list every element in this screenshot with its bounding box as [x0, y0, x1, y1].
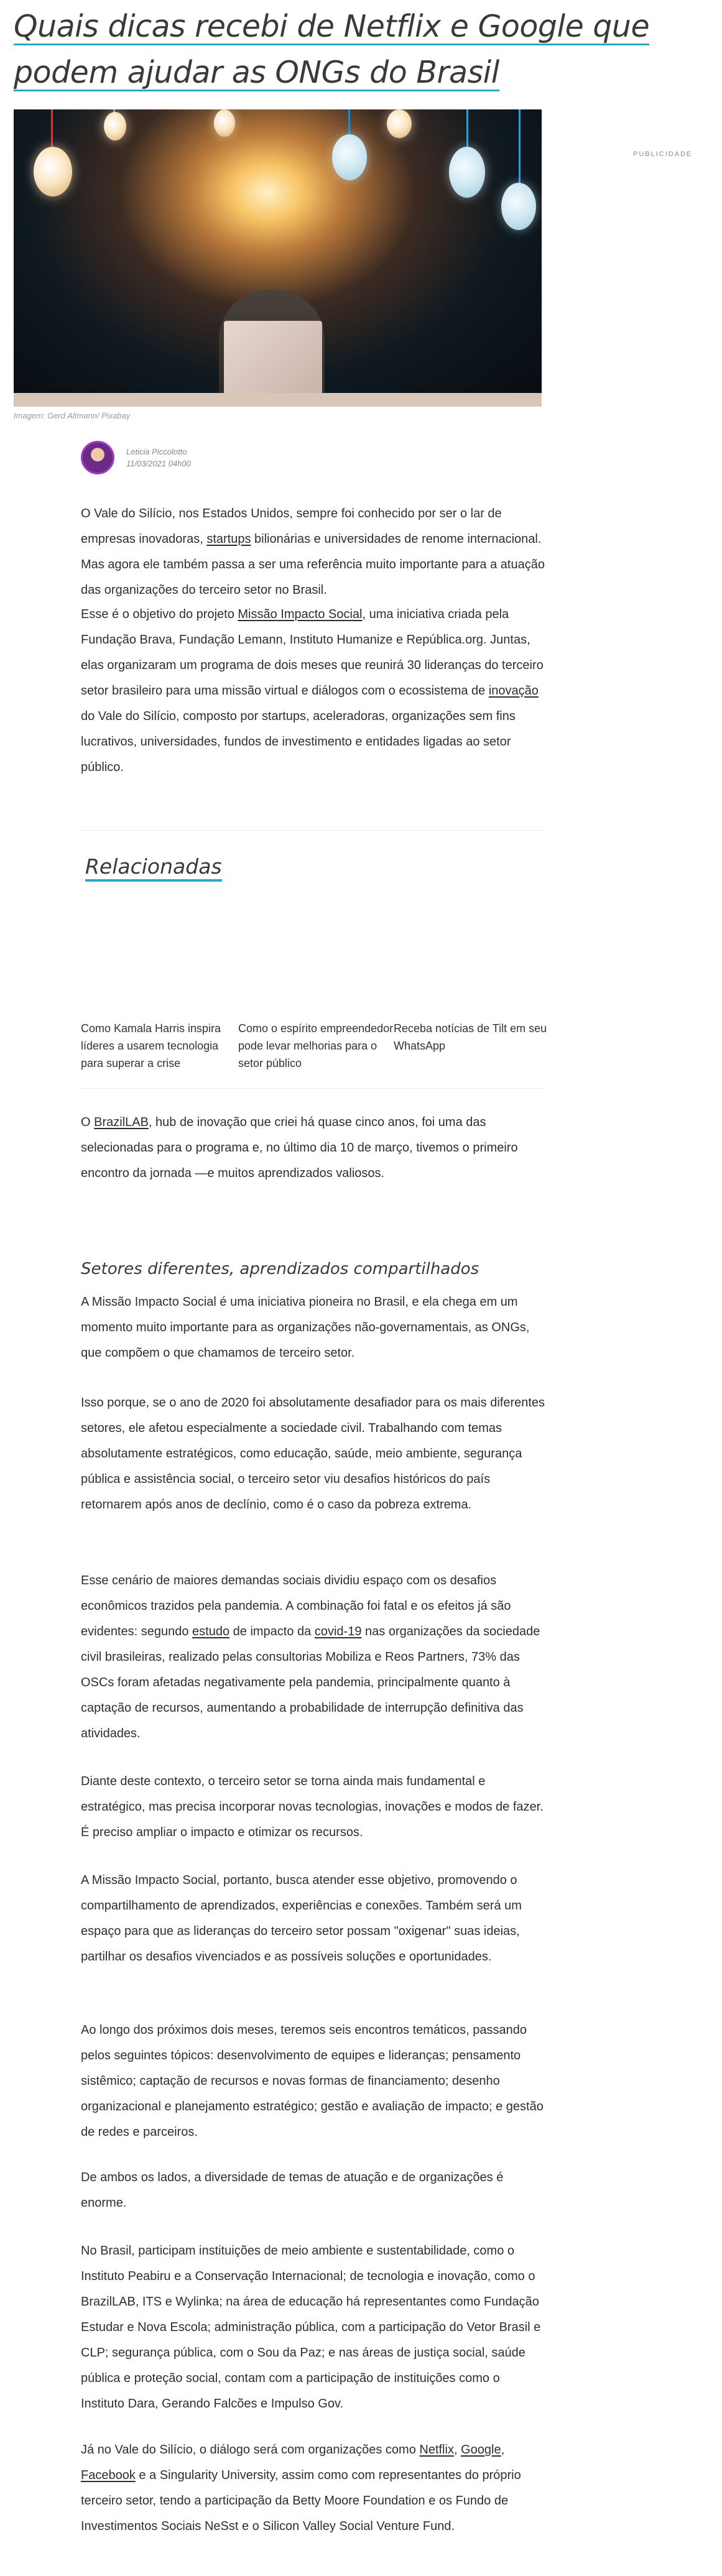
inline-link[interactable]: Facebook	[81, 2468, 136, 2482]
inline-link[interactable]: estudo	[192, 1625, 230, 1638]
article-paragraph: O BrazilLAB, hub de inovação que criei há quase cinco anos, foi uma das selecionadas para o programa e, no último dia 10 de março, tivemos o primeiro encontro da jornada —e muitos aprendizados valiosos.	[81, 1115, 518, 1180]
article-paragraph: Isso porque, se o ano de 2020 foi absolutamente desafiador para os mais diferentes setores, ele afetou especialmente a sociedade civil. Trabalhando com temas absolutamente estratégicos, como educação, saúde, meio ambiente, segurança pública e assistência social, o terceiro setor viu desafios históricos do país retornarem após anos de declínio, como é o caso da pobreza extrema.	[81, 1396, 545, 1512]
inline-link[interactable]: Missão Impacto Social	[238, 607, 363, 621]
hero-image	[14, 109, 542, 407]
inline-link[interactable]: covid-19	[314, 1625, 362, 1638]
article-headline: Quais dicas recebi de Netflix e Google que podem ajudar as ONGs do Brasil	[14, 9, 650, 90]
inline-link[interactable]: BrazilLAB	[94, 1115, 149, 1129]
related-title: Relacionadas	[85, 852, 222, 882]
article-paragraph: Ao longo dos próximos dois meses, teremos seis encontros temáticos, passando pelos seguintes tópicos: desenvolvimento de equipes e lideranças; pensamento sistêmico; captação de recursos e novas formas de financiamento; desenho organizacional e planejamento estratégico; gestão e avaliação de impacto; e gestão de redes e parceiros.	[81, 2023, 544, 2139]
article-paragraph: Já no Vale do Silício, o diálogo será com organizações como Netflix, Google, Facebook e a Singularity University, assim como com representantes do próprio terceiro setor, tendo a participação da Betty Moore Foundation e os Fundo de Investimentos Sociais NeSst e o Silicon Valley Social Venture Fund.	[81, 2443, 521, 2533]
section-subheading: Setores diferentes, aprendizados compartilhados	[81, 1260, 479, 1278]
ad-label: PUBLICIDADE	[633, 150, 693, 158]
author-avatar[interactable]	[81, 441, 114, 474]
related-article-link[interactable]: Como Kamala Harris inspira líderes a usarem tecnologia para superar a crise	[81, 1022, 221, 1069]
related-article-link[interactable]: Como o espírito empreendedor pode levar melhorias para o setor público	[238, 1022, 394, 1069]
inline-link[interactable]: startups	[206, 532, 251, 546]
article-paragraph: De ambos os lados, a diversidade de temas de atuação e de organizações é enorme.	[81, 2171, 504, 2210]
inline-link[interactable]: Netflix	[419, 2443, 454, 2457]
inline-link[interactable]: Google	[461, 2443, 501, 2457]
divider	[81, 830, 545, 831]
author-name[interactable]: Leticia Piccolotto	[126, 447, 187, 456]
article-paragraph: O Vale do Silício, nos Estados Unidos, sempre foi conhecido por ser o lar de empresas inovadoras, startups bilionárias e universidades de renome internacional. Mas agora ele também passa a ser uma referência muito importante para a atuação das organizações do terceiro setor no Brasil.	[81, 507, 545, 597]
author-byline	[126, 446, 191, 469]
article-paragraph: Esse é o objetivo do projeto Missão Impacto Social, uma iniciativa criada pela Fundação Brava, Fundação Lemann, Instituto Humanize e República.org. Juntas, elas organizaram um programa de dois meses que reunirá 30 lideranças do terceiro setor brasileiro para uma missão virtual e diálogos com o ecossistema de inovação do Vale do Silício, composto por startups, aceleradoras, organizações sem fins lucrativos, universidades, fundos de investimento e entidades ligadas ao setor público.	[81, 607, 544, 774]
article-paragraph: No Brasil, participam instituições de meio ambiente e sustentabilidade, como o Instituto Peabiru e a Conservação Internacional; de tecnologia e inovação, como o BrazilLAB, ITS e Wylinka; na área de educação há representantes como Fundação Estudar e Nova Escola; administração pública, com a participação do Vetor Brasil e CLP; segurança pública, com o Sou da Paz; e nas áreas de justiça social, saúde pública e proteção social, contam com a participação de instituições como o Instituto Dara, Gerando Falcões e Impulso Gov.	[81, 2244, 541, 2411]
publish-date: 11/03/2021 04h00	[126, 459, 191, 468]
article-paragraph: Diante deste contexto, o terceiro setor se torna ainda mais fundamental e estratégico, mas precisa incorporar novas tecnologias, inovações e modos de fazer. É preciso ampliar o impacto e otimizar os recursos.	[81, 1775, 544, 1839]
inline-link[interactable]: inovação	[488, 684, 539, 698]
divider	[81, 1088, 545, 1089]
image-caption: Imagem: Gerd Altmann/ Pixabay	[14, 411, 131, 420]
article-paragraph: Esse cenário de maiores demandas sociais dividiu espaço com os desafios econômicos trazidos pela pandemia. A combinação foi fatal e os efeitos já são evidentes: segundo estudo de impacto da covid-19 nas organizações da sociedade civil brasileiras, realizado pelas consultorias Mobiliza e Reos Partners, 73% das OSCs foram afetadas negativamente pela pandemia, principalmente quanto à captação de recursos, aumentando a probabilidade de interrupção definitiva das atividades.	[81, 1574, 540, 1740]
related-article-link[interactable]: Receba notícias de Tilt em seu WhatsApp	[394, 1022, 547, 1052]
article-paragraph: A Missão Impacto Social, portanto, busca atender esse objetivo, promovendo o compartilhamento de aprendizados, experiências e conexões. Também será um espaço para que as lideranças do terceiro setor possam "oxigenar" suas ideias, partilhar os desafios vivenciados e as possíveis soluções e oportunidades.	[81, 1873, 522, 1964]
article-paragraph: A Missão Impacto Social é uma iniciativa pioneira no Brasil, e ela chega em um momento muito importante para as organizações não-governamentais, as ONGs, que compõem o que chamamos de terceiro setor.	[81, 1295, 530, 1360]
